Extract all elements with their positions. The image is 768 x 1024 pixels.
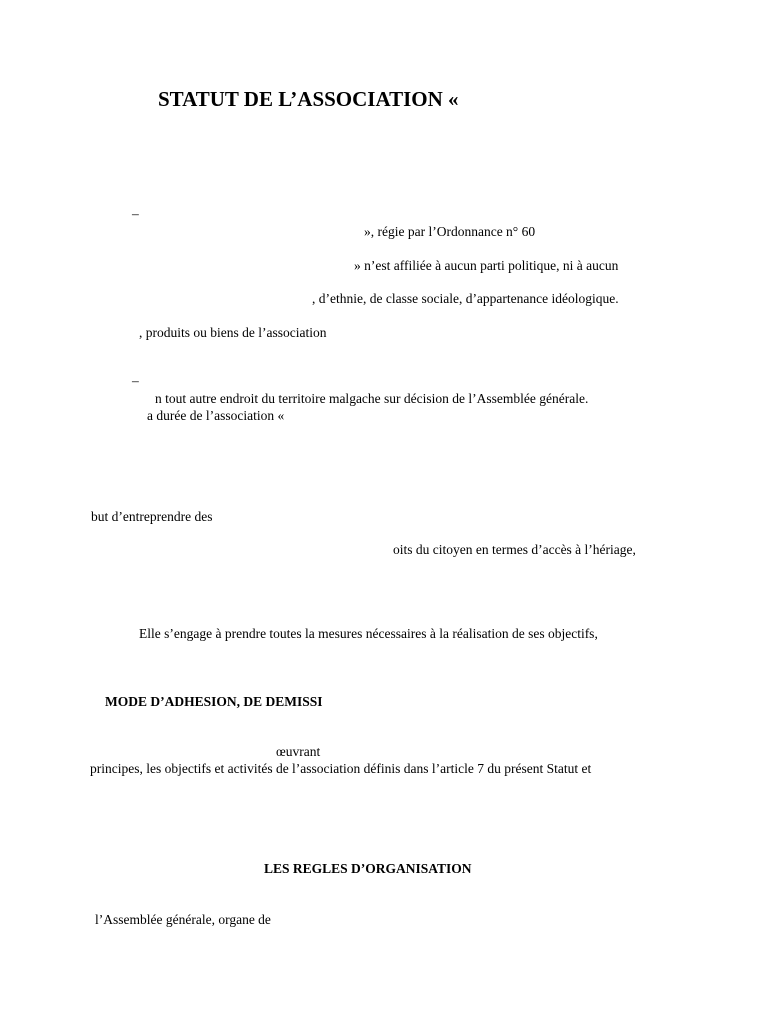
text-line: principes, les objectifs et activités de l’association définis dans l’article 7 du présent Statut et bbox=[90, 761, 592, 776]
section-heading-organisation: LES REGLES D’ORGANISATION bbox=[264, 861, 472, 876]
text-line: œuvrant bbox=[276, 744, 321, 759]
text-line: Elle s’engage à prendre toutes la mesures nécessaires à la réalisation de ses objectifs, bbox=[139, 626, 598, 641]
text-line: n tout autre endroit du territoire malgache sur décision de l’Assemblée générale. bbox=[155, 391, 589, 406]
text-line: but d’entreprendre des bbox=[91, 509, 213, 524]
text-line: l’Assemblée générale, organe de bbox=[95, 912, 271, 927]
dash-line: – bbox=[132, 206, 139, 221]
text-line: a durée de l’association « bbox=[147, 408, 285, 423]
text-line: oits du citoyen en termes d’accès à l’hériage, bbox=[393, 542, 636, 557]
text-line: », régie par l’Ordonnance n° 60 bbox=[364, 224, 536, 239]
section-heading-adhesion: MODE D’ADHESION, DE DEMISSI bbox=[105, 694, 323, 709]
dash-line: – bbox=[132, 373, 139, 388]
text-line: , d’ethnie, de classe sociale, d’appartenance idéologique. bbox=[312, 291, 619, 306]
text-line: , produits ou biens de l’association bbox=[139, 325, 327, 340]
document-title: STATUT DE L’ASSOCIATION « bbox=[158, 87, 459, 111]
text-line: » n’est affiliée à aucun parti politique, ni à aucun bbox=[354, 258, 619, 273]
